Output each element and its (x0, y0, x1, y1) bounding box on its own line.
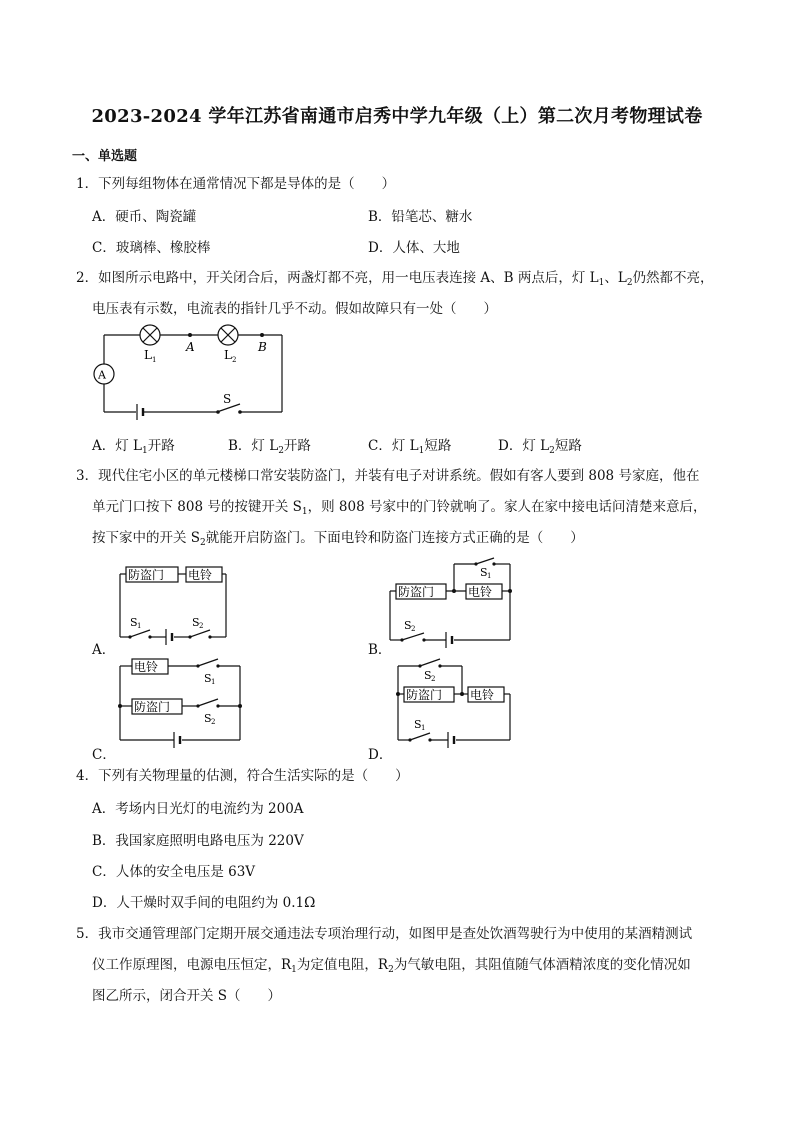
door-label: 防盗门 (128, 568, 165, 582)
svg-text:S: S (404, 619, 412, 632)
q1-option-c[interactable]: C．玻璃棒、橡胶棒 (92, 240, 211, 256)
svg-text:S: S (424, 669, 432, 682)
q4-option-b[interactable]: B．我国家庭照明电路电压为 220V (92, 833, 304, 849)
q1-option-a[interactable]: A．硬币、陶瓷罐 (92, 209, 197, 225)
question-2-stem-line2: 电压表有示数，电流表的指针几乎不动。假如故障只有一处（ ） (92, 301, 497, 317)
svg-text:S: S (130, 616, 138, 629)
q1-option-b[interactable]: B．铅笔芯、糖水 (368, 209, 473, 225)
svg-text:电铃: 电铃 (468, 585, 493, 599)
ammeter-label: A (98, 368, 106, 382)
svg-text:防盗门: 防盗门 (406, 688, 443, 702)
switch-label: S (223, 392, 232, 406)
q2-option-c[interactable]: C．灯 $L_1$短路 (368, 438, 452, 456)
svg-text:1: 1 (137, 622, 142, 630)
question-3-stem-line1: 3．现代住宅小区的单元楼梯口常安装防盗门，并装有电子对讲系统。假如有客人要到 808 号家庭，他在 (76, 468, 700, 484)
svg-text:S: S (204, 712, 212, 725)
question-3-stem-line2: 单元门口按下 808 号的按键开关 $S_1$，则 808 号家中的门铃就响了。家人在家中接电话问清楚来意后， (92, 499, 707, 517)
q2-option-a[interactable]: A．灯 $L_1$开路 (92, 438, 175, 456)
q3-circuit-a (118, 562, 238, 652)
svg-text:S: S (192, 616, 200, 629)
lamp-l1-sub: 1 (152, 356, 157, 364)
svg-text:1: 1 (487, 572, 492, 580)
q3-circuit-d (396, 654, 520, 750)
q3-circuit-c (118, 654, 248, 750)
lamp-l1-label: L (144, 348, 152, 362)
svg-text:1: 1 (211, 678, 216, 686)
svg-text:2: 2 (199, 622, 204, 630)
svg-text:1: 1 (421, 724, 426, 732)
svg-text:电铃: 电铃 (134, 660, 159, 674)
svg-text:防盗门: 防盗门 (134, 700, 171, 714)
svg-text:S: S (480, 566, 488, 579)
question-4-stem: 4．下列有关物理量的估测，符合生活实际的是（ ） (76, 768, 409, 784)
q4-option-d[interactable]: D．人干燥时双手间的电阻约为 0.1Ω (92, 895, 316, 911)
q2-option-b[interactable]: B．灯 $L_2$开路 (228, 438, 311, 456)
svg-text:2: 2 (211, 718, 216, 726)
point-a-label: A (186, 340, 195, 354)
svg-text:电铃: 电铃 (470, 688, 495, 702)
point-b-label: B (258, 340, 267, 354)
lamp-l2-sub: 2 (232, 356, 237, 364)
question-3-stem-line3: 按下家中的开关 $S_2$就能开启防盗门。下面电铃和防盗门连接方式正确的是（ ） (92, 530, 584, 548)
q2-circuit-diagram (90, 322, 290, 422)
q3-circuit-b (388, 556, 518, 652)
question-5-stem-line2: 仪工作原理图，电源电压恒定，$R_1$为定值电阻，$R_2$为气敏电阻，其阻值随气体酒精浓度的变化情况如 (92, 957, 691, 975)
q1-option-d[interactable]: D．人体、大地 (368, 240, 460, 256)
lamp-l2-label: L (224, 348, 232, 362)
question-2-stem-line1: 2．如图所示电路中，开关闭合后，两盏灯都不亮，用一电压表连接 A、B 两点后，灯 $L_1$、$L_2$仍然都不亮， (76, 270, 714, 288)
q3-option-a-label[interactable]: A． (92, 642, 116, 658)
svg-text:S: S (204, 672, 212, 685)
question-5-stem-line1: 5．我市交通管理部门定期开展交通违法专项治理行动，如图甲是查处饮酒驾驶行为中使用的某酒精测试 (76, 926, 693, 942)
svg-text:防盗门: 防盗门 (398, 585, 435, 599)
svg-text:S: S (414, 718, 422, 731)
question-5-stem-line3: 图乙所示，闭合开关 S（ ） (92, 988, 282, 1004)
section-heading: 一、单选题 (72, 149, 138, 164)
question-1-stem: 1．下列每组物体在通常情况下都是导体的是（ ） (76, 176, 396, 192)
q3-option-d-label[interactable]: D． (368, 747, 393, 763)
q2-option-d[interactable]: D．灯 $L_2$短路 (498, 438, 582, 456)
svg-text:2: 2 (431, 675, 436, 683)
q4-option-a[interactable]: A．考场内日光灯的电流约为 200A (92, 801, 304, 817)
page-title: 2023-2024 学年江苏省南通市启秀中学九年级（上）第二次月考物理试卷 (91, 106, 703, 127)
q4-option-c[interactable]: C．人体的安全电压是 63V (92, 864, 256, 880)
bell-label: 电铃 (188, 568, 213, 582)
q3-option-b-label[interactable]: B． (368, 642, 392, 658)
q3-option-c-label[interactable]: C． (92, 747, 116, 763)
svg-text:2: 2 (411, 625, 416, 633)
